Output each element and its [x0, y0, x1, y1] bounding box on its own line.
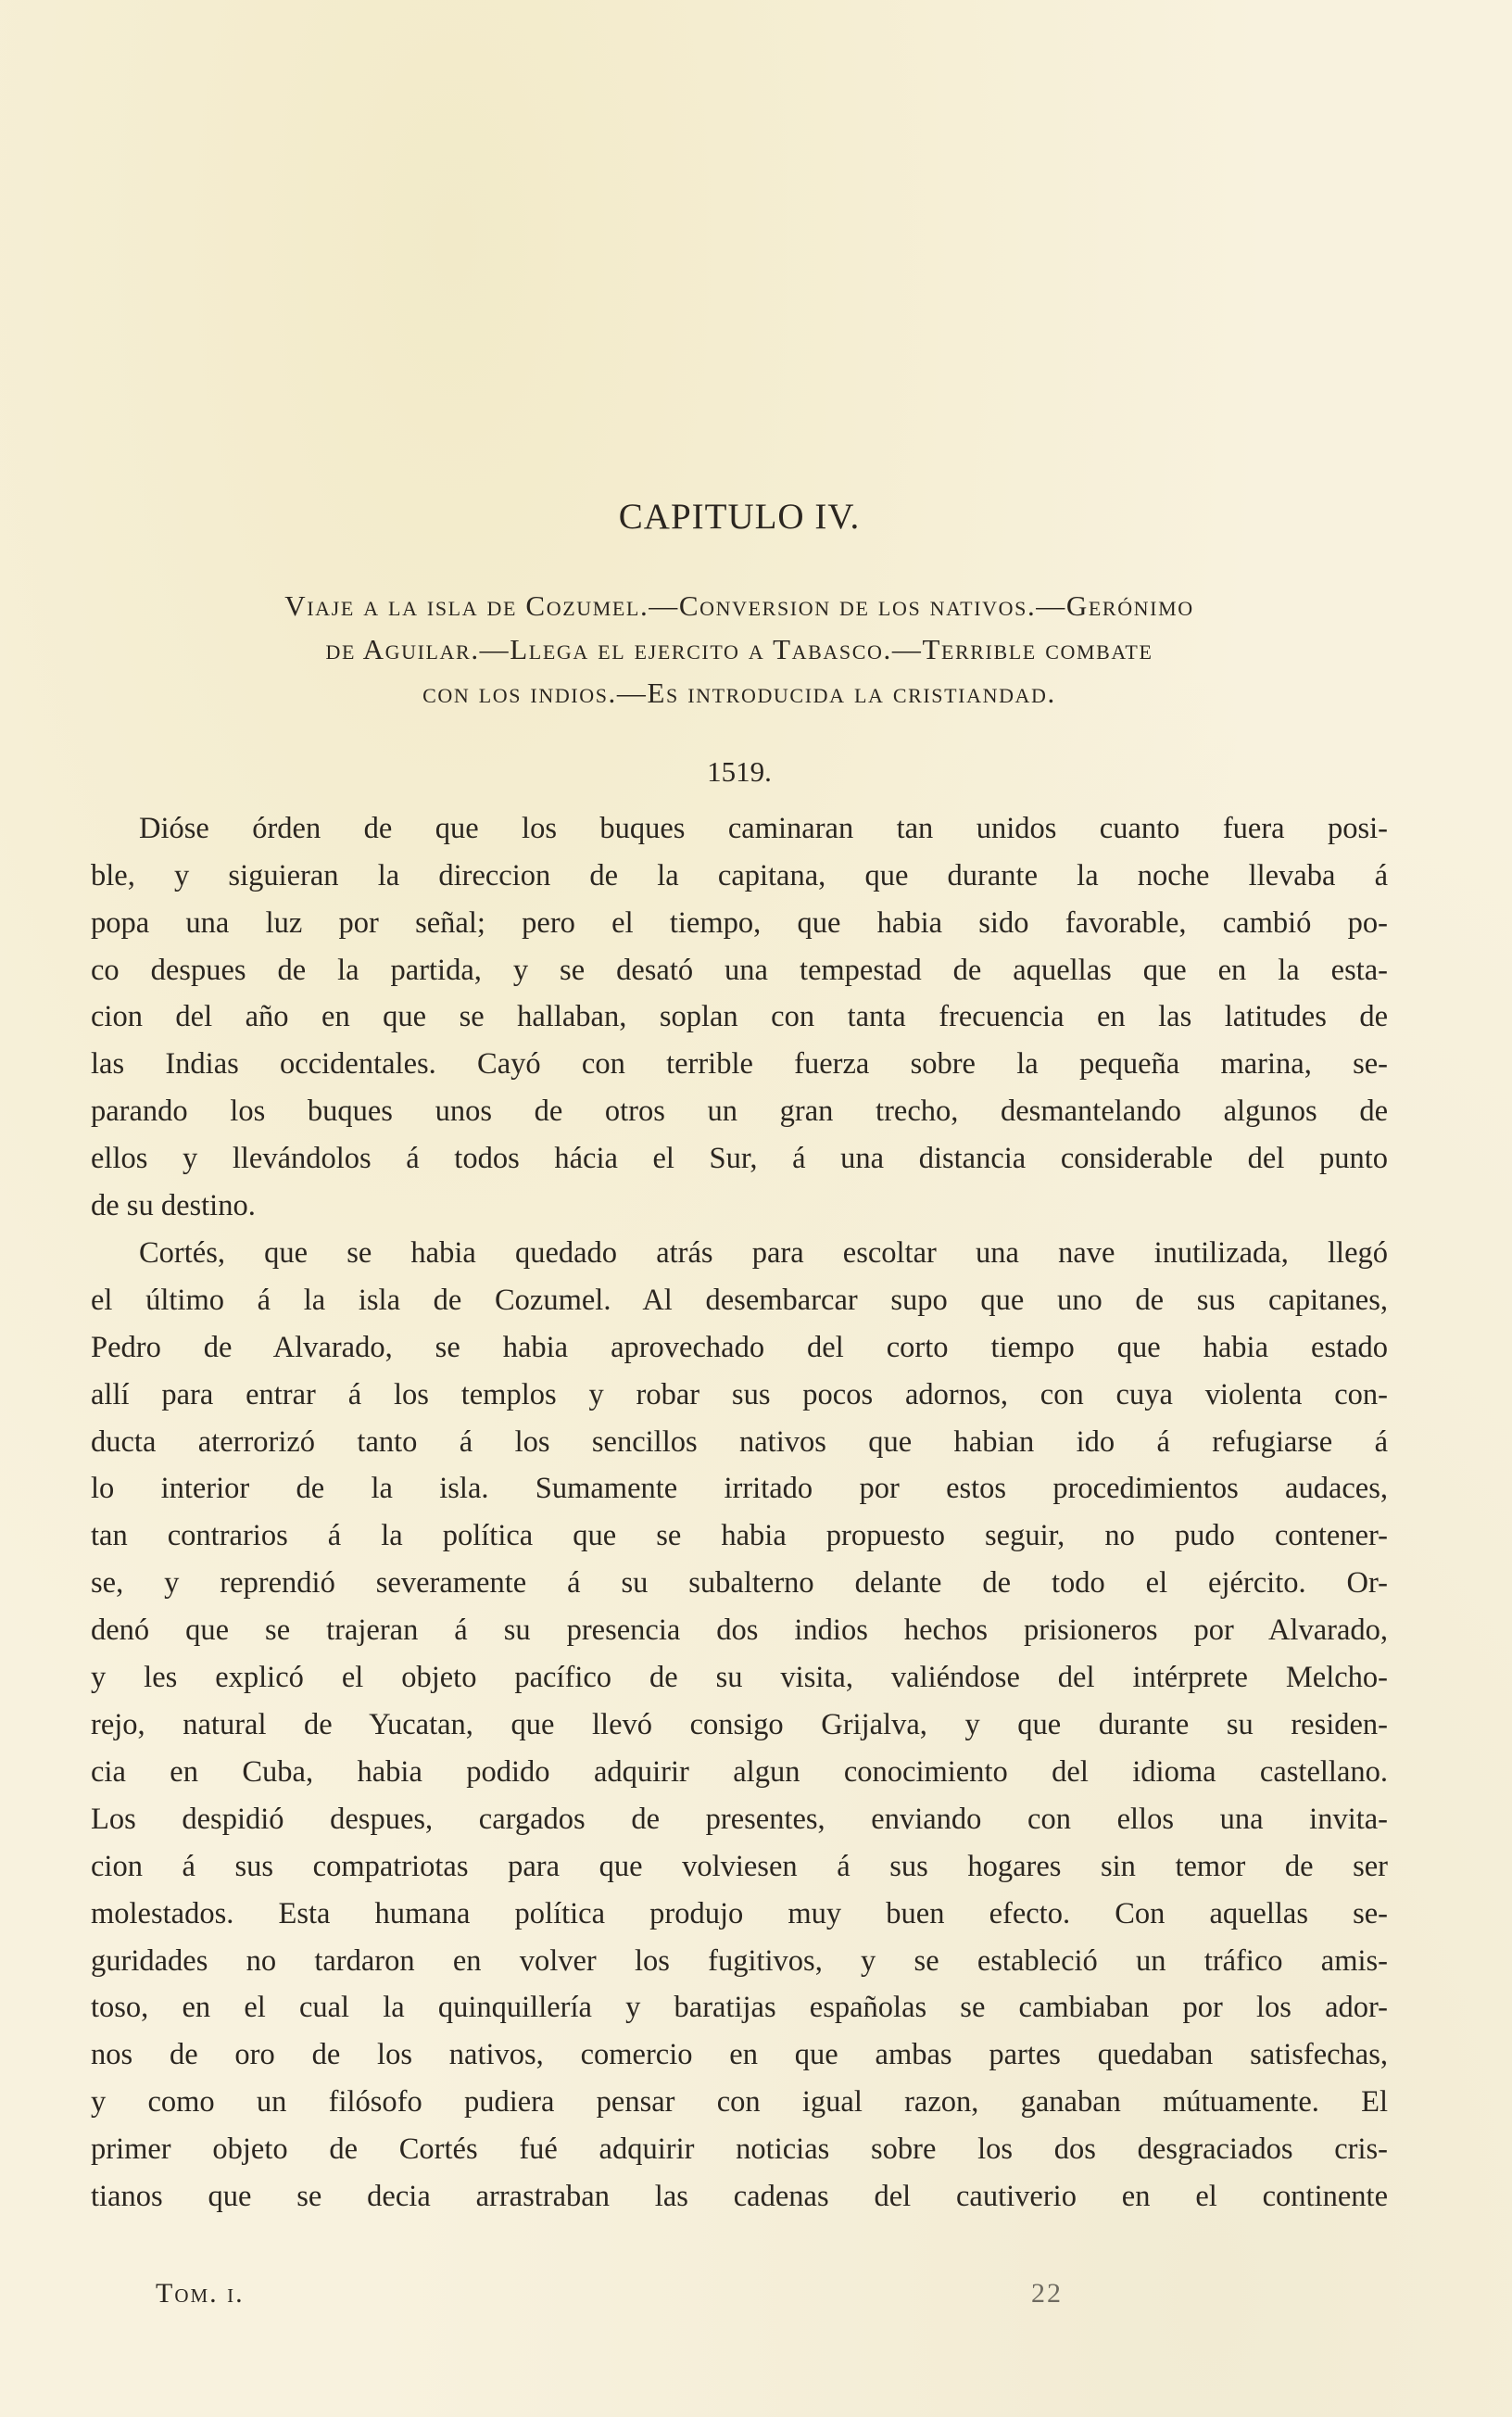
text-line: cia en Cuba, habia podido adquirir algun conocimiento del idioma castellano. — [91, 1754, 1388, 1789]
text-line: se, y reprendió severamente á su subalterno delante de todo el ejército. Or- — [91, 1566, 1388, 1601]
text-line: el último á la isla de Cozumel. Al desembarcar supo que uno de sus capitanes, — [91, 1283, 1388, 1317]
text-line: Pedro de Alvarado, se habia aprovechado del corto tiempo que habia estado — [91, 1330, 1388, 1364]
text-line: denó que se trajeran á su presencia dos indios hechos prisioneros por Alvarado, — [91, 1613, 1388, 1648]
text-line: ducta aterrorizó tanto á los sencillos nativos que habian ido á refugiarse á — [91, 1424, 1388, 1459]
text-line: tan contrarios á la política que se habia propuesto seguir, no pudo contener- — [91, 1519, 1388, 1553]
text-line: molestados. Esta humana política produjo muy buen efecto. Con aquellas se- — [91, 1896, 1388, 1930]
text-line: allí para entrar á los templos y robar sus pocos adornos, con cuya violenta con- — [91, 1377, 1388, 1411]
signature-mark: Tom. i. — [156, 2278, 245, 2309]
sheet-number: 22 — [1031, 2278, 1063, 2309]
text-line: guridades no tardaron en volver los fugitivos, y se estableció un tráfico amis- — [91, 1943, 1388, 1978]
text-line: las Indias occidentales. Cayó con terrible fuerza sobre la pequeña marina, se- — [91, 1047, 1388, 1082]
text-line: cion del año en que se hallaban, soplan con tanta frecuencia en las latitudes de — [91, 1000, 1388, 1034]
text-line: Los despidió despues, cargados de presentes, enviando con ellos una invita- — [91, 1802, 1388, 1836]
summary-line: de Aguilar.—Llega el ejercito a Tabasco.—Terrible combate — [325, 632, 1153, 665]
text-line: popa una luz por señal; pero el tiempo, que habia sido favorable, cambió po- — [91, 905, 1388, 940]
text-line: Dióse órden de que los buques caminaran tan unidos cuanto fuera posi- — [139, 811, 1388, 845]
chapter-title: CAPITULO IV. — [618, 497, 861, 537]
summary-line: con los indios.—Es introducida la cristiandad. — [422, 676, 1056, 709]
text-line: tianos que se decia arrastraban las cadenas del cautiverio en el continente — [91, 2180, 1388, 2214]
chapter-summary — [91, 584, 1388, 715]
summary-line: Viaje a la isla de Cozumel.—Conversion de los nativos.—Gerónimo — [284, 588, 1194, 622]
text-line: primer objeto de Cortés fué adquirir noticias sobre los dos desgraciados cris- — [91, 2132, 1388, 2167]
text-line: cion á sus compatriotas para que volviesen á sus hogares sin temor de ser — [91, 1849, 1388, 1883]
text-line: lo interior de la isla. Sumamente irritado por estos procedimientos audaces, — [91, 1472, 1388, 1506]
text-line: de su destino. — [91, 1189, 256, 1223]
text-line: ble, y siguieran la direccion de la capitana, que durante la noche llevaba á — [91, 858, 1388, 892]
chapter-year: 1519. — [707, 754, 772, 788]
text-line: parando los buques unos de otros un gran trecho, desmantelando algunos de — [91, 1095, 1388, 1129]
text-line: co despues de la partida, y se desató una tempestad de aquellas que en la esta- — [91, 953, 1388, 987]
text-line: nos de oro de los nativos, comercio en que ambas partes quedaban satisfechas, — [91, 2038, 1388, 2072]
text-line: rejo, natural de Yucatan, que llevó consigo Grijalva, y que durante su residen- — [91, 1708, 1388, 1742]
page-text-block — [91, 496, 1388, 2221]
text-line: toso, en el cual la quinquillería y baratijas españolas se cambiaban por los ador- — [91, 1991, 1388, 2025]
text-line: ellos y llevándolos á todos hácia el Sur, á una distancia considerable del punto — [91, 1142, 1388, 1176]
text-line: y les explicó el objeto pacífico de su visita, valiéndose del intérprete Melcho- — [91, 1661, 1388, 1695]
text-line: Cortés, que se habia quedado atrás para escoltar una nave inutilizada, llegó — [139, 1235, 1388, 1270]
body-text — [91, 805, 1388, 2221]
text-line: y como un filósofo pudiera pensar con igual razon, ganaban mútuamente. El — [91, 2085, 1388, 2120]
